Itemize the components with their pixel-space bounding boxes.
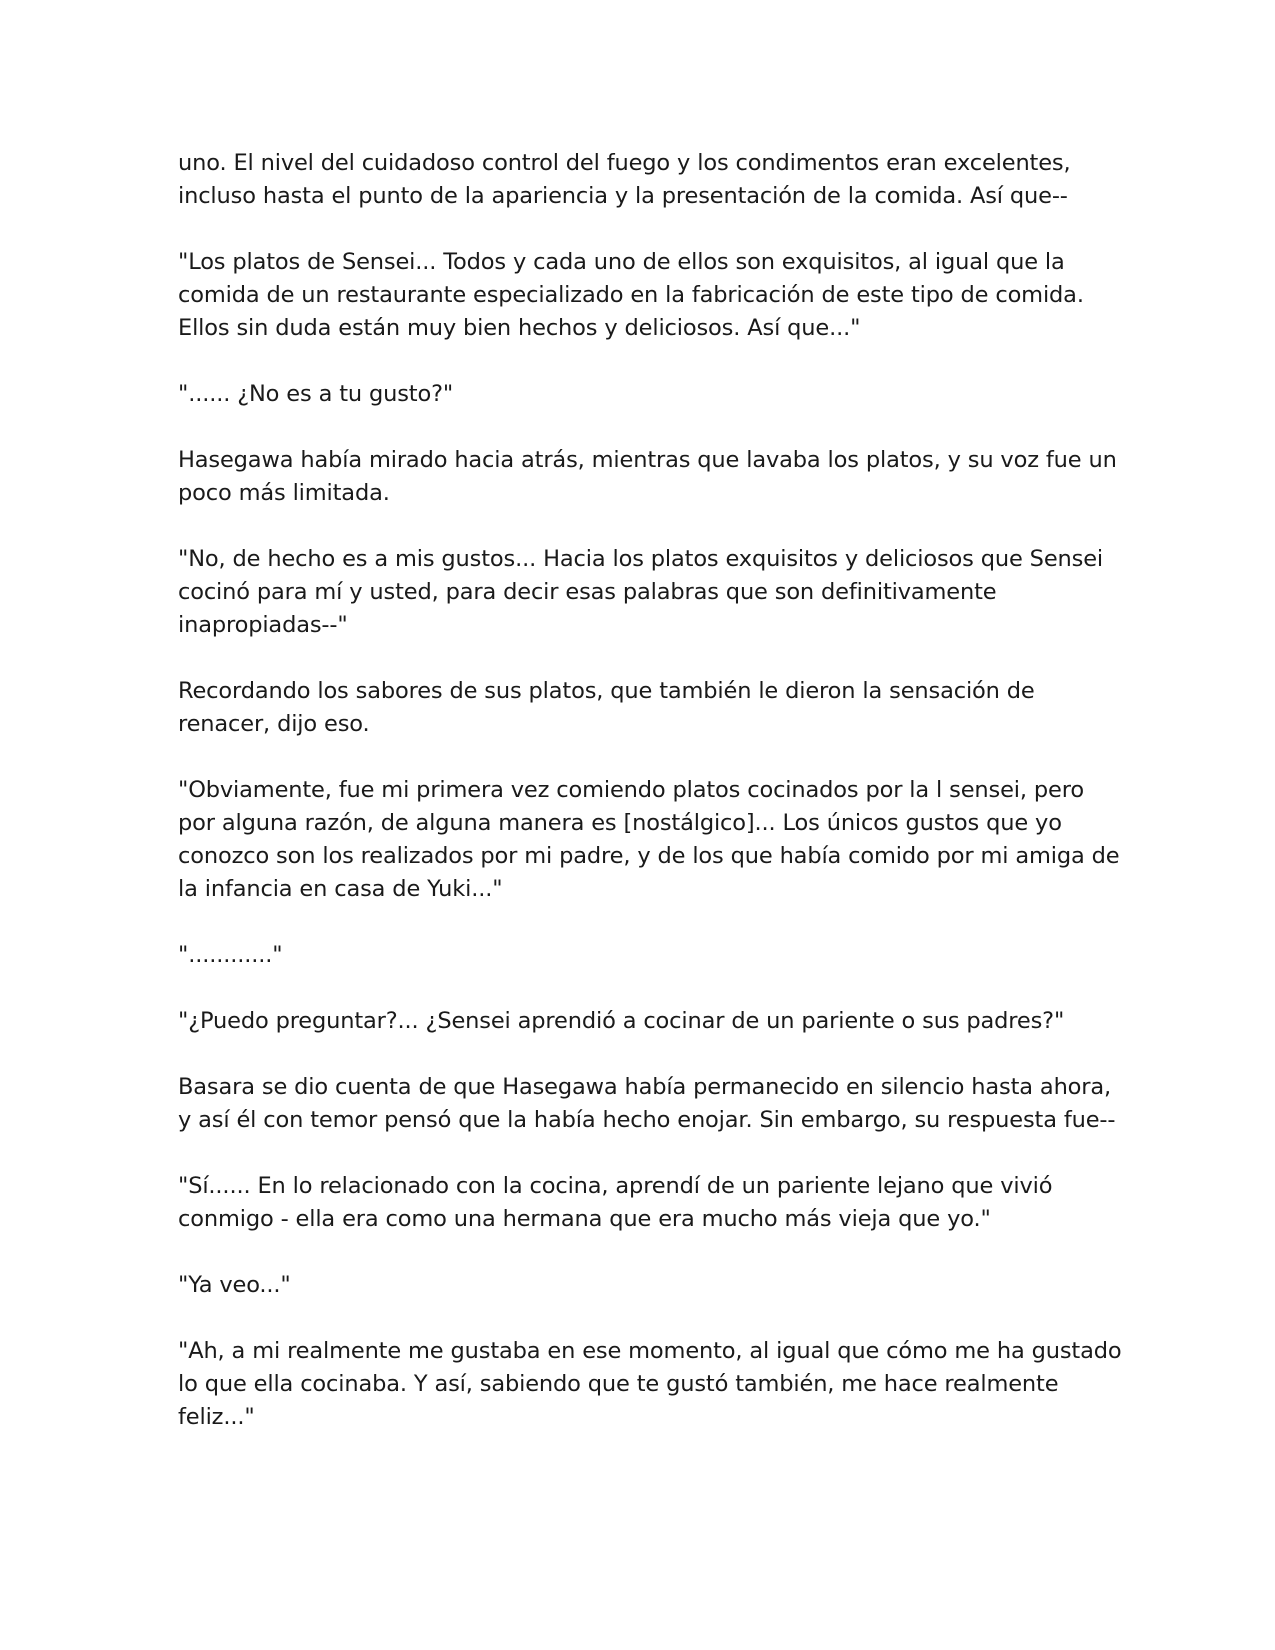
text-line: "Sí...... En lo relacionado con la cocina, aprendí de un pariente lejano que vivió: [178, 1173, 1053, 1199]
text-line: "¿Puedo preguntar?... ¿Sensei aprendió a cocinar de un pariente o sus padres?": [178, 1008, 1065, 1034]
text-line: "............": [178, 942, 283, 968]
text-line: uno. El nivel del cuidadoso control del fuego y los condimentos eran excelentes,: [178, 150, 1071, 176]
paragraph: [178, 1071, 1116, 1137]
text-line: conmigo - ella era como una hermana que era mucho más vieja que yo.": [178, 1206, 991, 1232]
paragraph: [178, 774, 1120, 906]
text-line: y así él con temor pensó que la había hecho enojar. Sin embargo, su respuesta fue--: [178, 1107, 1116, 1133]
text-line: conozco son los realizados por mi padre, y de los que había comido por mi amiga de: [178, 843, 1120, 869]
text-line: "No, de hecho es a mis gustos... Hacia los platos exquisitos y deliciosos que Sensei: [178, 546, 1103, 572]
paragraph: [178, 147, 1108, 213]
text-line: comida de un restaurante especializado en la fabricación de este tipo de comida.: [178, 282, 1084, 308]
text-line: Hasegawa había mirado hacia atrás, mientras que lavaba los platos, y su voz fue un: [178, 447, 1117, 473]
paragraph: [178, 1005, 1108, 1038]
document-page: [178, 147, 1122, 1467]
text-line: "Ya veo...": [178, 1272, 291, 1298]
text-line: renacer, dijo eso.: [178, 711, 370, 737]
text-line: por alguna razón, de alguna manera es [nostálgico]... Los únicos gustos que yo: [178, 810, 1062, 836]
paragraph: [178, 675, 1108, 741]
text-line: lo que ella cocinaba. Y así, sabiendo que te gustó también, me hace realmente: [178, 1371, 1059, 1397]
paragraph: [178, 1170, 1108, 1236]
paragraph: [178, 543, 1108, 642]
text-line: la infancia en casa de Yuki...": [178, 876, 503, 902]
paragraph: [178, 1335, 1122, 1434]
text-line: poco más limitada.: [178, 480, 390, 506]
text-line: "Los platos de Sensei... Todos y cada uno de ellos son exquisitos, al igual que la: [178, 249, 1065, 275]
text-line: Ellos sin duda están muy bien hechos y deliciosos. Así que...": [178, 315, 861, 341]
paragraph: [178, 1269, 1108, 1302]
text-line: "...... ¿No es a tu gusto?": [178, 381, 454, 407]
paragraph: [178, 378, 1108, 411]
text-line: Recordando los sabores de sus platos, que también le dieron la sensación de: [178, 678, 1035, 704]
paragraph: [178, 939, 1108, 972]
text-line: incluso hasta el punto de la apariencia y la presentación de la comida. Así que--: [178, 183, 1068, 209]
paragraph: [178, 246, 1108, 345]
paragraph: [178, 444, 1117, 510]
text-line: "Obviamente, fue mi primera vez comiendo platos cocinados por la l sensei, pero: [178, 777, 1084, 803]
text-line: "Ah, a mi realmente me gustaba en ese momento, al igual que cómo me ha gustado: [178, 1338, 1122, 1364]
text-line: feliz...": [178, 1404, 255, 1430]
text-line: Basara se dio cuenta de que Hasegawa había permanecido en silencio hasta ahora,: [178, 1074, 1112, 1100]
text-line: inapropiadas--": [178, 612, 348, 638]
text-line: cocinó para mí y usted, para decir esas palabras que son definitivamente: [178, 579, 997, 605]
